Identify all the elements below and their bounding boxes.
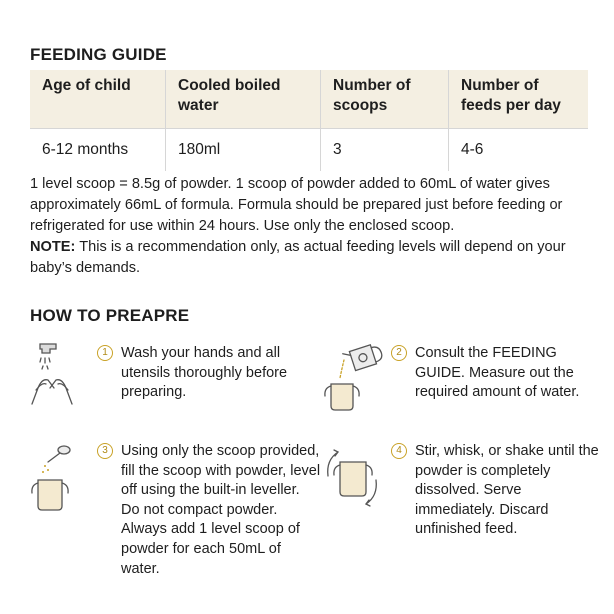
how-to-prepare-title: HOW TO PREAPRE	[30, 306, 190, 325]
step-number: 3	[97, 443, 113, 459]
header-age: Age of child	[30, 70, 166, 129]
note-label: NOTE:	[30, 239, 76, 255]
table-row	[30, 129, 588, 172]
scoop-powder-icon	[28, 440, 88, 515]
feeding-guide-table	[30, 70, 588, 171]
step-text: Wash your hands and all utensils thoroughly before preparing.	[121, 345, 288, 401]
shake-cup-icon	[320, 440, 385, 515]
feeding-guide-title: FEEDING GUIDE	[30, 45, 167, 64]
hand-wash-icon	[28, 338, 88, 408]
note-paragraph	[30, 237, 590, 279]
scoop-info-paragraph: 1 level scoop = 8.5g of powder. 1 scoop of powder added to 60mL of water gives approximately 66mL of formula. Formula should be prepared just before feeding or refrigerated for use within 24 hours. Use only the enclosed scoop.	[30, 176, 563, 234]
header-scoops: Number of scoops	[321, 70, 449, 129]
cell-scoops: 3	[321, 129, 449, 172]
cell-age: 6-12 months	[42, 141, 129, 158]
note-text: This is a recommendation only, as actual feeding levels will depend on your baby’s demands.	[30, 239, 566, 276]
step-number: 1	[97, 345, 113, 361]
cell-feeds: 4-6	[449, 129, 589, 172]
step-text: Stir, whisk, or shake until the powder is completely dissolved. Serve immediately. Discard unfinished feed.	[415, 443, 599, 538]
step-text: Consult the FEEDING GUIDE. Measure out the required amount of water.	[415, 345, 580, 401]
header-water: Cooled boiled water	[166, 70, 321, 129]
header-feeds: Number of feeds per day	[449, 70, 589, 129]
kettle-pour-icon	[322, 338, 387, 413]
cell-water: 180ml	[166, 129, 321, 172]
feeding-notes	[30, 174, 590, 279]
step-number: 4	[391, 443, 407, 459]
table-header-row	[30, 70, 588, 129]
step-text: Using only the scoop provided, fill the scoop with powder, level off using the built-in leveller. Do not compact powder. Always add 1 level scoop of powder for each 50mL of water.	[121, 443, 321, 577]
step-number: 2	[391, 345, 407, 361]
